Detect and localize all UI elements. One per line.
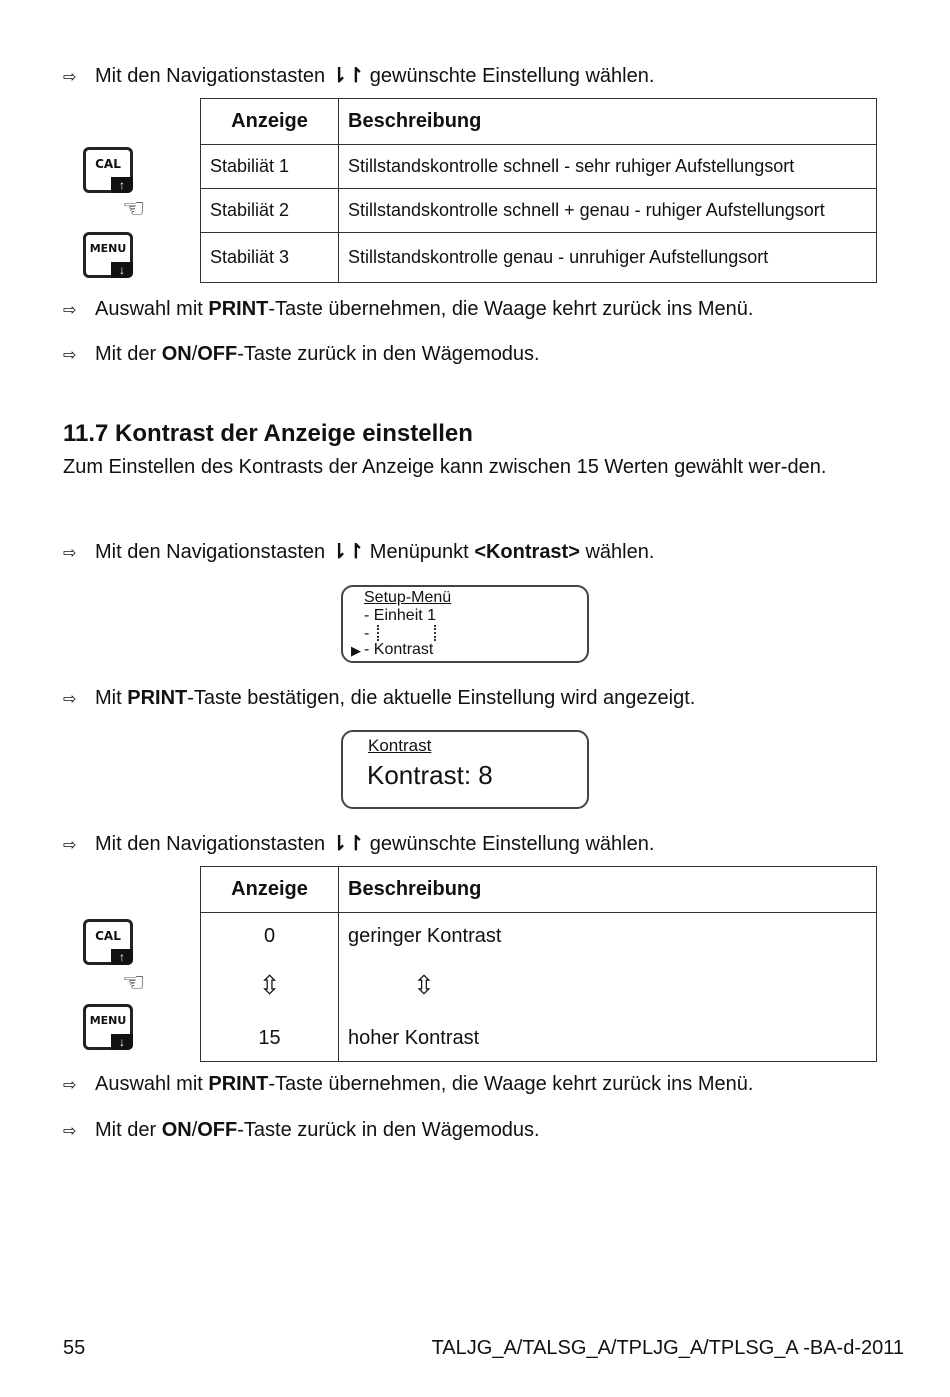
nav-keys-icon: ⇂↾ bbox=[330, 541, 365, 563]
instruction-select-menu: ⇨ Mit den Navigationstasten ⇂↾ Menüpunkt <Kontrast> wählen. bbox=[63, 541, 655, 563]
instruction-accept-1: ⇨ Auswahl mit PRINT-Taste übernehmen, die Waage kehrt zurück ins Menü. bbox=[63, 298, 754, 320]
arrow-right-icon: ⇨ bbox=[63, 67, 77, 86]
cursor-arrow-icon: ▶ bbox=[351, 643, 361, 658]
menu-key-icon: MENU ↓ bbox=[83, 1004, 133, 1050]
arrow-right-icon: ⇨ bbox=[63, 689, 77, 708]
table-row: Stabiliät 1 Stillstandskontrolle schnell - sehr ruhiger Aufstellungsort bbox=[201, 145, 877, 189]
lcd-contrast-title: Kontrast bbox=[368, 736, 432, 755]
lcd-contrast-value: Kontrast: 8 bbox=[367, 760, 493, 790]
arrow-right-icon: ⇨ bbox=[63, 1075, 77, 1094]
table-header-row bbox=[201, 99, 877, 145]
table-row: Stabiliät 2 Stillstandskontrolle schnell + genau - ruhiger Aufstellungsort bbox=[201, 189, 877, 233]
lcd-contrast bbox=[341, 730, 589, 809]
header-anzeige: Anzeige bbox=[201, 867, 339, 913]
arrow-right-icon: ⇨ bbox=[63, 300, 77, 319]
instruction-accept-2: ⇨ Auswahl mit PRINT-Taste übernehmen, die Waage kehrt zurück ins Menü. bbox=[63, 1073, 754, 1095]
header-beschreibung: Beschreibung bbox=[339, 99, 877, 145]
lcd-setup-menu bbox=[341, 585, 589, 663]
arrow-right-icon: ⇨ bbox=[63, 1121, 77, 1140]
arrow-right-icon: ⇨ bbox=[63, 543, 77, 562]
pointing-hand-icon: ☜ bbox=[122, 968, 146, 998]
header-anzeige: Anzeige bbox=[201, 99, 339, 145]
table-header-row bbox=[201, 867, 877, 913]
header-beschreibung: Beschreibung bbox=[339, 867, 877, 913]
arrow-right-icon: ⇨ bbox=[63, 835, 77, 854]
lcd-menu-line: - Einheit 1 bbox=[364, 607, 437, 624]
contrast-table bbox=[200, 866, 877, 1062]
contrast-high-desc: hoher Kontrast bbox=[348, 1027, 480, 1049]
up-down-arrow-icon: ⇳ bbox=[413, 971, 435, 1001]
instruction-back-2: ⇨ Mit der ON/OFF-Taste zurück in den Wägemodus. bbox=[63, 1119, 540, 1141]
pointing-hand-icon: ☜ bbox=[122, 194, 146, 224]
up-down-arrow-icon: ⇳ bbox=[258, 971, 281, 1001]
lcd-menu-line: - bbox=[364, 625, 370, 642]
instruction-select-setting-1: ⇨ Mit den Navigationstasten ⇂↾ gewünschte Einstellung wählen. bbox=[63, 65, 655, 87]
contrast-low-desc: geringer Kontrast bbox=[348, 925, 502, 947]
table-row: Stabiliät 3 Stillstandskontrolle genau - unruhiger Aufstellungsort bbox=[201, 233, 877, 283]
page-number: 55 bbox=[63, 1337, 86, 1359]
menu-key-icon: MENU ↓ bbox=[83, 232, 133, 278]
table-row bbox=[201, 913, 877, 1062]
instruction-back-1: ⇨ Mit der ON/OFF-Taste zurück in den Wägemodus. bbox=[63, 343, 540, 365]
instruction-select-setting-2: ⇨ Mit den Navigationstasten ⇂↾ gewünschte Einstellung wählen. bbox=[63, 833, 655, 855]
section-intro: Zum Einstellen des Kontrasts der Anzeige kann zwischen 15 Werten gewählt wer-den. bbox=[63, 456, 827, 478]
lcd-menu-line: - Kontrast bbox=[364, 641, 434, 658]
document-id: TALJG_A/TALSG_A/TPLJG_A/TPLSG_A -BA-d-2011 bbox=[431, 1337, 904, 1359]
section-title: 11.7 Kontrast der Anzeige einstellen bbox=[63, 420, 473, 447]
contrast-low-value: 0 bbox=[263, 925, 276, 947]
lcd-menu-title: Setup-Menü bbox=[364, 589, 452, 606]
instruction-confirm: ⇨ Mit PRINT-Taste bestätigen, die aktuelle Einstellung wird angezeigt. bbox=[63, 687, 696, 709]
nav-keys-icon: ⇂↾ bbox=[330, 65, 365, 87]
arrow-right-icon: ⇨ bbox=[63, 345, 77, 364]
stability-table bbox=[200, 98, 877, 283]
nav-keys-icon: ⇂↾ bbox=[330, 833, 365, 855]
cal-key-icon: CAL ↑ bbox=[83, 919, 133, 965]
contrast-high-value: 15 bbox=[258, 1027, 281, 1049]
cal-key-icon: CAL ↑ bbox=[83, 147, 133, 193]
